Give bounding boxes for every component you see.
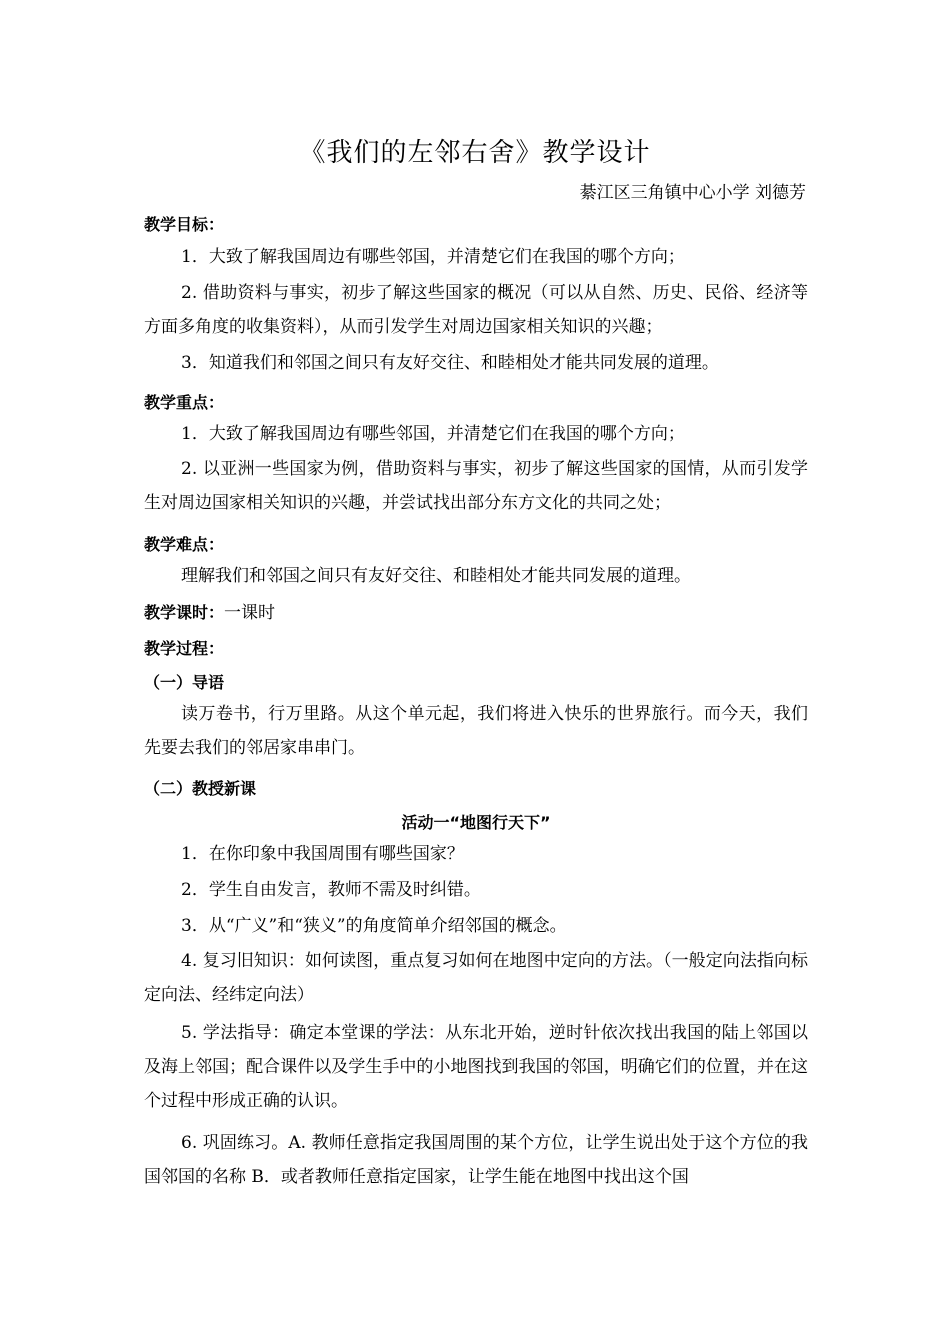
hours-value: 一课时 xyxy=(224,603,276,623)
goal-item: 1．大致了解我国周边有哪些邻国，并清楚它们在我国的哪个方向； xyxy=(181,247,685,267)
activity-title: 活动一“地图行天下” xyxy=(401,813,551,832)
hours-heading: 教学课时： xyxy=(144,603,225,622)
step-item: 6. 巩固练习。A. 教师任意指定我国周围的某个方位，让学生说出处于这个方位的我国邻国的名称 B．或者教师任意指定国家，让学生能在地图中找出这个国 xyxy=(144,1133,808,1187)
hours-line xyxy=(144,598,808,623)
step-item: 4. 复习旧知识：如何读图，重点复习如何在地图中定向的方法。（一般定向法指向标定向法、经纬定向法） xyxy=(144,951,808,1005)
step-item: 2．学生自由发言，教师不需及时纠错。 xyxy=(181,880,481,900)
section-intro-text: 读万卷书，行万里路。从这个单元起，我们将进入快乐的世界旅行。而今天，我们先要去我们的邻居家串串门。 xyxy=(144,704,808,758)
section-intro-heading: （一）导语 xyxy=(144,673,225,692)
difficulty-heading: 教学难点： xyxy=(144,535,225,554)
goal-item: 2. 借助资料与事实，初步了解这些国家的概况（可以从自然、历史、民俗、经济等方面多角度的收集资料），从而引发学生对周边国家相关知识的兴趣； xyxy=(144,283,808,337)
key-points-heading: 教学重点： xyxy=(144,393,225,412)
step-item: 1．在你印象中我国周围有哪些国家？ xyxy=(181,844,464,864)
key-point-item: 1．大致了解我国周边有哪些邻国，并清楚它们在我国的哪个方向； xyxy=(181,424,685,444)
key-point-item: 2. 以亚洲一些国家为例，借助资料与事实，初步了解这些国家的国情，从而引发学生对周边国家相关知识的兴趣，并尝试找出部分东方文化的共同之处； xyxy=(144,459,808,513)
step-item: 3．从“广义”和“狭义”的角度简单介绍邻国的概念。 xyxy=(181,916,567,936)
step-item: 5. 学法指导：确定本堂课的学法：从东北开始，逆时针依次找出我国的陆上邻国以及海上邻国；配合课件以及学生手中的小地图找到我国的邻国，明确它们的位置，并在这个过程中形成正确的认识。 xyxy=(144,1023,808,1111)
section-new-lesson-heading: （二）教授新课 xyxy=(144,779,257,798)
author-line: 綦江区三角镇中心小学 刘德芳 xyxy=(579,183,806,203)
difficulty-text: 理解我们和邻国之间只有友好交往、和睦相处才能共同发展的道理。 xyxy=(181,566,691,586)
document-title: 《我们的左邻右舍》教学设计 xyxy=(299,138,651,168)
goal-item: 3．知道我们和邻国之间只有友好交往、和睦相处才能共同发展的道理。 xyxy=(181,353,719,373)
goals-heading: 教学目标： xyxy=(144,215,225,234)
process-heading: 教学过程： xyxy=(144,639,225,658)
